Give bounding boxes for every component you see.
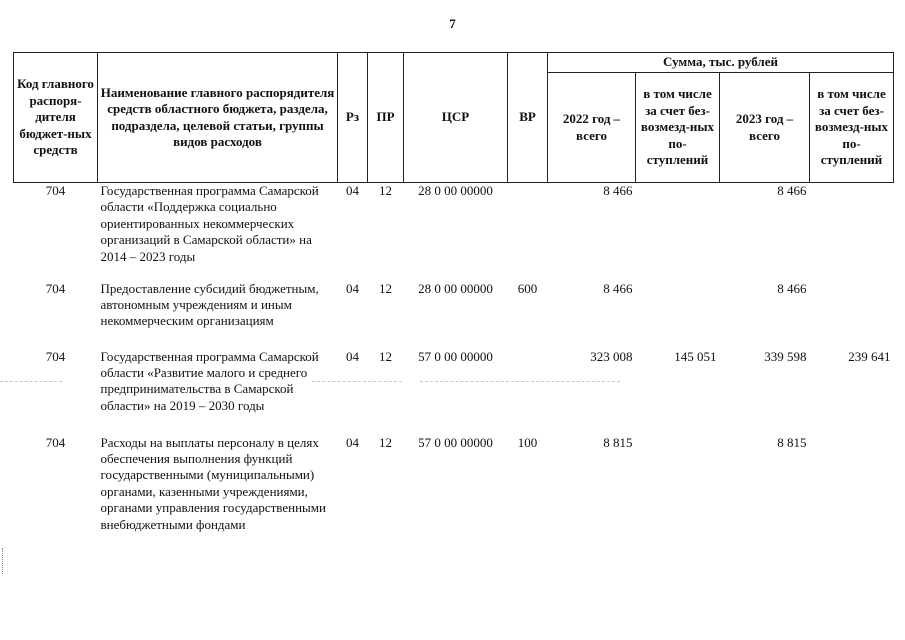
cell-code: 704 — [45, 348, 66, 364]
cell-csr: 28 0 00 00000 — [418, 280, 493, 296]
cell-2023-free — [810, 281, 894, 349]
table-row — [14, 435, 894, 571]
header-2022-free: в том числе за счет без-возмезд-ных по-ступлений — [636, 73, 720, 183]
cell-code: 704 — [45, 434, 66, 450]
scan-artifact-line — [312, 381, 402, 382]
table-header — [14, 53, 894, 183]
scan-artifact-line — [0, 381, 62, 382]
cell-2023-total: 339 598 — [764, 348, 807, 364]
header-2023-total: 2023 год – всего — [720, 73, 810, 183]
cell-pr: 12 — [379, 434, 392, 450]
table-row — [14, 349, 894, 435]
cell-code: 704 — [45, 280, 66, 296]
cell-rz: 04 — [346, 434, 359, 450]
cell-pr: 12 — [379, 183, 392, 198]
cell-2023-total: 8 466 — [777, 183, 807, 198]
cell-csr: 57 0 00 00000 — [418, 434, 493, 450]
cell-rz: 04 — [346, 183, 359, 198]
cell-vr — [508, 349, 548, 435]
cell-pr: 12 — [379, 348, 392, 364]
cell-2022-total: 8 466 — [603, 280, 633, 296]
cell-csr: 57 0 00 00000 — [418, 348, 493, 364]
header-2023-free: в том числе за счет без-возмезд-ных по-ступлений — [810, 73, 894, 183]
cell-2023-free: 239 641 — [848, 348, 891, 364]
cell-rz: 04 — [346, 280, 359, 296]
table-row — [14, 183, 894, 281]
budget-table — [13, 52, 894, 571]
header-vr: ВР — [508, 53, 548, 183]
cell-csr: 28 0 00 00000 — [418, 183, 493, 198]
margin-mark — [2, 548, 9, 574]
header-csr: ЦСР — [404, 53, 508, 183]
cell-vr: 100 — [517, 434, 538, 450]
table-row — [14, 281, 894, 349]
page-number: 7 — [449, 16, 456, 31]
header-pr: ПР — [368, 53, 404, 183]
cell-name: Государственная программа Самарской области «Поддержка социально ориентированных некоммерческих организаций в Самарской области» на 2014 – 2023 годы — [100, 183, 319, 264]
cell-2022-total: 323 008 — [590, 348, 633, 364]
header-name: Наименование главного распорядителя средств областного бюджета, раздела, подраздела, целевой статьи, группы видов расходов — [98, 53, 338, 183]
cell-rz: 04 — [346, 348, 359, 364]
cell-code: 704 — [45, 183, 66, 198]
cell-name: Государственная программа Самарской области «Развитие малого и среднего предпринимательства в Самарской области» на 2019 – 2030 годы — [100, 348, 319, 413]
cell-2022-free: 145 051 — [674, 348, 717, 364]
header-2022-total: 2022 год – всего — [548, 73, 636, 183]
cell-2022-total: 8 466 — [603, 183, 633, 198]
cell-2022-free — [636, 435, 720, 571]
cell-vr: 600 — [517, 280, 538, 296]
scan-artifact-line — [420, 381, 620, 382]
cell-2023-free — [810, 435, 894, 571]
header-code: Код главного распоря-дителя бюджет-ных средств — [14, 53, 98, 183]
cell-pr: 12 — [379, 280, 392, 296]
cell-2023-free — [810, 183, 894, 281]
cell-2022-total: 8 815 — [603, 434, 633, 450]
header-sum: Сумма, тыс. рублей — [548, 53, 894, 73]
cell-vr — [508, 183, 548, 281]
table-body — [14, 183, 894, 571]
cell-2022-free — [636, 281, 720, 349]
header-rz: Рз — [338, 53, 368, 183]
cell-2023-total: 8 466 — [777, 280, 807, 296]
cell-2023-total: 8 815 — [777, 434, 807, 450]
cell-name: Расходы на выплаты персоналу в целях обеспечения выполнения функций государственными (муниципальными) органами, казенными учреждениями, органами управления государственными внебюджетными фондами — [100, 434, 326, 532]
cell-2022-free — [636, 183, 720, 281]
cell-name: Предоставление субсидий бюджетным, автономным учреждениям и иным некоммерческим организациям — [100, 280, 319, 329]
